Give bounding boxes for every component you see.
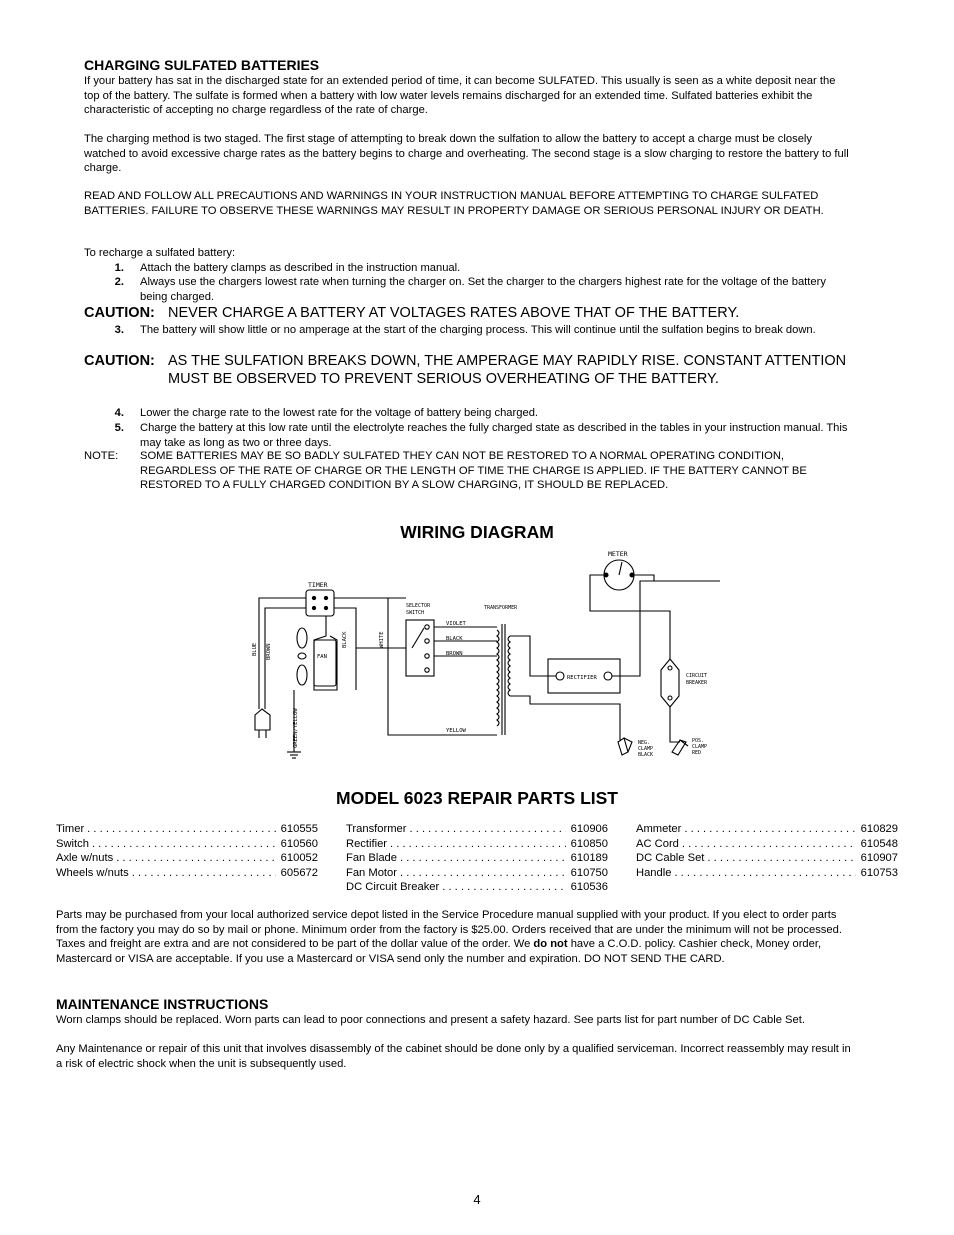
charging-paragraph-2: The charging method is two staged. The first stage of attempting to break down the sulfation to allow the battery to accept a charge must be closely watched to avoid excessive charge rates as the battery begins to charge and overheating. The second stage is a slow charging to restore the battery to full charge.	[84, 133, 849, 174]
step-text: Attach the battery clamps as described in the instruction manual.	[140, 262, 461, 274]
parts-row	[346, 851, 608, 866]
step-text: Always use the chargers lowest rate when turning the charger on. Set the charger to the chargers highest rate for the voltage of the battery being charged.	[140, 276, 826, 303]
part-name: Transformer	[346, 823, 407, 835]
brown-vertical-label: BROWN	[266, 643, 272, 660]
parts-row	[56, 851, 318, 866]
neg-clamp-label: NEG.	[638, 740, 651, 746]
part-name: Fan Blade	[346, 852, 397, 864]
charging-heading: CHARGING SULFATED BATTERIES	[84, 57, 320, 73]
part-code: 610052	[280, 852, 318, 864]
parts-heading: MODEL 6023 REPAIR PARTS LIST	[336, 788, 618, 808]
charging-paragraph-1: If your battery has sat in the discharged state for an extended period of time, it can become SULFATED. This usually is seen as a white deposit near the top of the battery. The sulfate is formed when a battery with low water levels remains discharged for an extended time. Sulfated batteries exhibit the characteristic of accepting no charge regardless of the rate of charge.	[84, 75, 836, 116]
parts-row	[636, 851, 898, 866]
timer-symbol	[306, 590, 334, 616]
pos-clamp-label: CLAMP	[692, 744, 708, 750]
caution-text: AS THE SULFATION BREAKS DOWN, THE AMPERAGE MAY RAPIDLY RISE. CONSTANT ATTENTION MUST BE OBSERVED TO PREVENT SERIOUS OVERHEATING OF THE BATTERY.	[168, 353, 847, 387]
brown-label: BROWN	[446, 651, 463, 657]
note-label: NOTE:	[84, 450, 119, 462]
transformer-primary	[497, 630, 499, 726]
step-text: The battery will show little or no amperage at the start of the charging process. This will continue until the sulfation begins to break down.	[140, 324, 816, 336]
part-name: AC Cord	[636, 837, 679, 850]
transformer-secondary	[508, 636, 510, 696]
part-name: Fan Motor	[346, 866, 397, 879]
caution-text: NEVER CHARGE A BATTERY AT VOLTAGES RATES ABOVE THAT OF THE BATTERY.	[168, 305, 740, 321]
blue-label: BLUE	[252, 642, 258, 656]
ordering-paragraph	[56, 908, 856, 966]
part-code: 610536	[570, 881, 608, 893]
neg-clamp-label: BLACK	[638, 752, 654, 758]
part-code: 610906	[570, 823, 608, 835]
parts-row	[346, 866, 608, 881]
fan-label: FAN	[317, 654, 327, 660]
parts-column	[346, 822, 608, 895]
parts-row	[346, 837, 608, 852]
step-text: Lower the charge rate to the lowest rate for the voltage of battery being charged.	[140, 407, 539, 419]
parts-row	[56, 866, 318, 881]
timer-label: TIMER	[308, 581, 328, 589]
maintenance-paragraph-2: Any Maintenance or repair of this unit that involves disassembly of the cabinet should be done only by a qualified serviceman. Incorrect reassembly may result in a risk of electric shock when the unit is subsequently used.	[56, 1043, 851, 1070]
caution-label: CAUTION:	[84, 353, 155, 369]
caution-label: CAUTION:	[84, 305, 155, 321]
selector-label: SELECTOR	[406, 603, 431, 609]
parts-row	[56, 822, 318, 837]
part-name: DC Circuit Breaker	[346, 881, 440, 893]
pos-clamp-label: RED	[692, 750, 702, 756]
part-code: 610560	[280, 837, 318, 850]
breaker-label: CIRCUIT	[686, 673, 708, 679]
black-vertical-label: BLACK	[342, 631, 348, 648]
wiring-heading: WIRING DIAGRAM	[400, 522, 554, 542]
selector-switch	[406, 620, 434, 676]
rectifier-label: RECTIFIER	[567, 675, 597, 681]
parts-row	[636, 866, 898, 881]
step-text: Charge the battery at this low rate until the electrolyte reaches the fully charged state as described in the tables in your instruction manual. This may take as long as two or three days.	[140, 422, 848, 449]
step-number: 4.	[114, 407, 124, 419]
ordering-emphasis: do not	[533, 938, 568, 950]
meter-label: METER	[608, 550, 628, 558]
parts-row	[346, 822, 608, 837]
part-name: DC Cable Set	[636, 852, 705, 864]
ac-plug	[255, 709, 270, 730]
maintenance-paragraph-1: Worn clamps should be replaced. Worn parts can lead to poor connections and present a safety hazard. See parts list for part number of DC Cable Set.	[56, 1014, 805, 1026]
part-code: 610555	[280, 823, 318, 835]
ordering-text: have a C.O.D. policy. Cashier check, Money order, Mastercard or VISA are acceptable. If you use a Mastercard or VISA send only the number and expiration. DO NOT SEND THE CARD.	[56, 938, 822, 965]
yellow-label: YELLOW	[446, 728, 466, 734]
part-code: 610753	[860, 866, 898, 879]
part-code: 610750	[570, 866, 608, 879]
parts-column	[56, 822, 318, 880]
step-number: 2.	[114, 276, 124, 288]
parts-column	[636, 822, 898, 880]
black-label: BLACK	[446, 636, 463, 642]
page-number: 4	[473, 1192, 481, 1207]
part-code: 610548	[860, 837, 898, 850]
note-text: SOME BATTERIES MAY BE SO BADLY SULFATED THEY CAN NOT BE RESTORED TO A NORMAL OPERATING CONDITION, REGARDLESS OF THE RATE OF CHARGE OR THE LENGTH OF TIME THE CHARGE IS APPLIED. IF THE BATTERY CANNOT BE RESTORED TO A FULLY CHARGED CONDITION BY A SLOW CHARGING, IT SHOULD BE REPLACED.	[140, 450, 807, 491]
step-number: 1.	[114, 262, 124, 274]
fan-motor	[314, 640, 336, 686]
negative-clamp	[618, 738, 628, 755]
fan-blade	[297, 628, 307, 648]
warning-paragraph: READ AND FOLLOW ALL PRECAUTIONS AND WARNINGS IN YOUR INSTRUCTION MANUAL BEFORE ATTEMPTING TO CHARGE SULFATED BATTERIES. FAILURE TO OBSERVE THESE WARNINGS MAY RESULT IN PROPERTY DAMAGE OR SERIOUS PERSONAL INJURY OR DEATH.	[84, 190, 824, 217]
part-name: Axle w/nuts	[56, 852, 114, 864]
parts-row	[56, 837, 318, 852]
recharge-intro: To recharge a sulfated battery:	[84, 247, 236, 259]
part-code: 605672	[280, 866, 318, 879]
part-name: Wheels w/nuts	[56, 866, 129, 879]
part-name: Ammeter	[636, 823, 682, 835]
parts-row	[636, 822, 898, 837]
step-number: 3.	[114, 324, 124, 336]
neg-clamp-label: CLAMP	[638, 746, 654, 752]
ordering-text: Parts may be purchased from your local authorized service depot listed in the Service Procedure manual supplied with your product. If you elect to order parts from the factory you may do so by mail or phone. Minimum order from the factory is $25.00. Orders received that are under the minimum will not be processed. Taxes and freight are extra and are not considered to be part of the dollar value of the order. We	[56, 909, 842, 950]
part-code: 610829	[860, 823, 898, 835]
part-name: Handle	[636, 866, 672, 879]
pos-clamp-label: POS.	[692, 738, 705, 744]
part-code: 610189	[570, 852, 608, 864]
part-code: 610850	[570, 837, 608, 850]
step-number: 5.	[114, 422, 124, 434]
white-vertical-label: WHITE	[379, 631, 385, 648]
parts-row	[346, 880, 608, 895]
transformer-label: TRANSFORMER	[484, 605, 518, 611]
part-name: Timer	[56, 823, 85, 835]
green-yellow-label: GREEN/YELLOW	[293, 708, 299, 748]
selector-label: SWITCH	[406, 610, 425, 616]
breaker-label: BREAKER	[686, 680, 708, 686]
parts-row	[636, 837, 898, 852]
violet-label: VIOLET	[446, 621, 466, 627]
part-name: Rectifier	[346, 837, 388, 850]
part-name: Switch	[56, 837, 89, 850]
part-code: 610907	[860, 852, 898, 864]
maintenance-heading: MAINTENANCE INSTRUCTIONS	[56, 996, 269, 1012]
